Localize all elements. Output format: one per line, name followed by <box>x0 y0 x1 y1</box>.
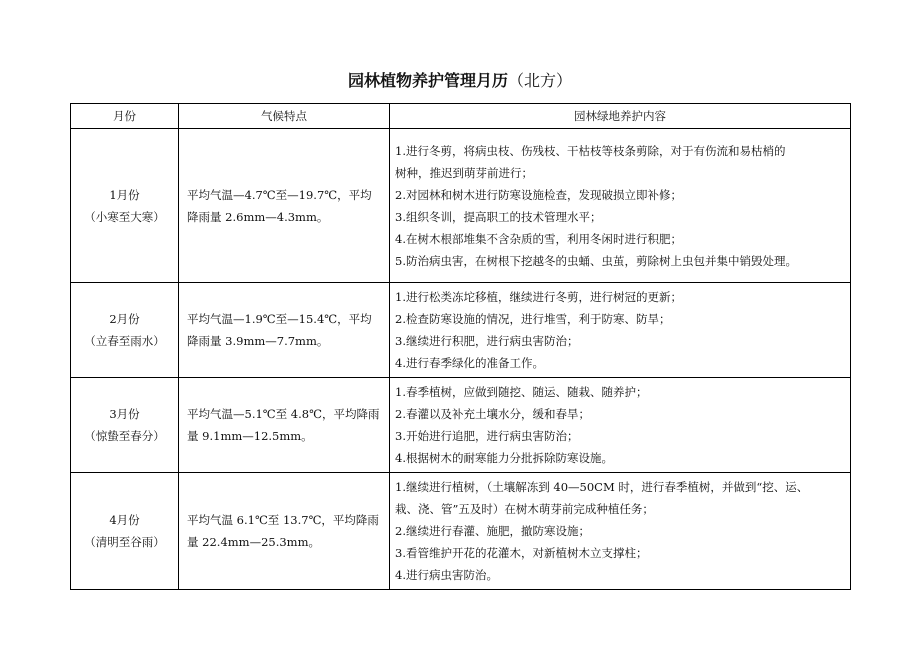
content-line: 2.检查防寒设施的情况，进行堆雪，利于防寒、防旱； <box>395 312 671 326</box>
content-cell <box>390 378 851 473</box>
table-row <box>71 283 851 378</box>
month-name: 2月份 <box>109 312 140 326</box>
content-line: 4.根据树木的耐寒能力分批拆除防寒设施。 <box>395 451 613 465</box>
content-cell <box>390 283 851 378</box>
content-line: 1.进行松类冻坨移植，继续进行冬剪，进行树冠的更新； <box>395 290 682 304</box>
month-cell <box>71 378 179 473</box>
content-line: 3.组织冬训，提高职工的技术管理水平； <box>395 209 602 224</box>
content-cell <box>390 129 851 283</box>
climate-cell: 平均气温—5.1℃至 4.8℃，平均降雨量 9.1mm—12.5mm。 <box>179 378 390 473</box>
content-line: 4.进行病虫害防治。 <box>395 568 498 582</box>
content-cell <box>390 473 851 590</box>
table-row <box>71 129 851 283</box>
climate-cell: 平均气温—1.9℃至—15.4℃，平均降雨量 3.9mm—7.7mm。 <box>179 283 390 378</box>
solar-term-period: （小寒至大寒） <box>84 209 165 224</box>
content-line: 3.开始进行追肥，进行病虫害防治； <box>395 429 579 443</box>
care-calendar-table <box>70 103 851 590</box>
content-line: 4.在树木根部堆集不含杂质的雪，利用冬闲时进行积肥； <box>395 231 682 246</box>
month-cell <box>71 283 179 378</box>
month-name: 3月份 <box>109 407 140 421</box>
document-title <box>0 69 920 93</box>
header-month: 月份 <box>71 104 179 129</box>
month-cell <box>71 129 179 283</box>
content-line: 1.继续进行植树，（土壤解冻到 40—50CM 时，进行春季植树，并做到“挖、运、 <box>395 480 809 494</box>
table-row <box>71 378 851 473</box>
solar-term-period: （立春至雨水） <box>84 334 165 348</box>
header-row <box>71 104 851 129</box>
content-line: 栽、浇、管”五及时）在树木萌芽前完成种植任务； <box>395 502 654 516</box>
content-line: 2.春灌以及补充土壤水分，缓和春旱； <box>395 407 590 421</box>
climate-cell: 平均气温—4.7℃至—19.7℃，平均降雨量 2.6mm—4.3mm。 <box>179 129 390 283</box>
content-line: 树种，推迟到萌芽前进行； <box>395 165 533 180</box>
content-line: 1.进行冬剪，将病虫枝、伤残枝、干枯枝等枝条剪除，对于有伤流和易枯梢的 <box>395 143 786 158</box>
title-region: （北方） <box>508 71 573 90</box>
month-cell <box>71 473 179 590</box>
climate-cell: 平均气温 6.1℃至 13.7℃，平均降雨量 22.4mm—25.3mm。 <box>179 473 390 590</box>
content-line: 1.春季植树，应做到随挖、随运、随栽、随养护； <box>395 385 648 399</box>
header-content: 园林绿地养护内容 <box>390 104 851 129</box>
content-line: 2.继续进行春灌、施肥，撤防寒设施； <box>395 524 590 538</box>
content-line: 4.进行春季绿化的准备工作。 <box>395 356 544 370</box>
content-line: 2.对园林和树木进行防寒设施检查，发现破损立即补修； <box>395 187 682 202</box>
month-name: 4月份 <box>109 513 140 527</box>
title-main: 园林植物养护管理月历 <box>347 71 508 90</box>
header-climate: 气候特点 <box>179 104 390 129</box>
content-line: 3.看管维护开花的花灌木，对新植树木立支撑柱； <box>395 546 648 560</box>
solar-term-period: （清明至谷雨） <box>84 535 165 549</box>
content-line: 5.防治病虫害，在树根下挖越冬的虫蛹、虫茧，剪除树上虫包并集中销毁处理。 <box>395 253 797 268</box>
solar-term-period: （惊蛰至春分） <box>84 429 165 443</box>
table-row <box>71 473 851 590</box>
content-line: 3.继续进行积肥，进行病虫害防治； <box>395 334 579 348</box>
month-name: 1月份 <box>109 187 140 202</box>
